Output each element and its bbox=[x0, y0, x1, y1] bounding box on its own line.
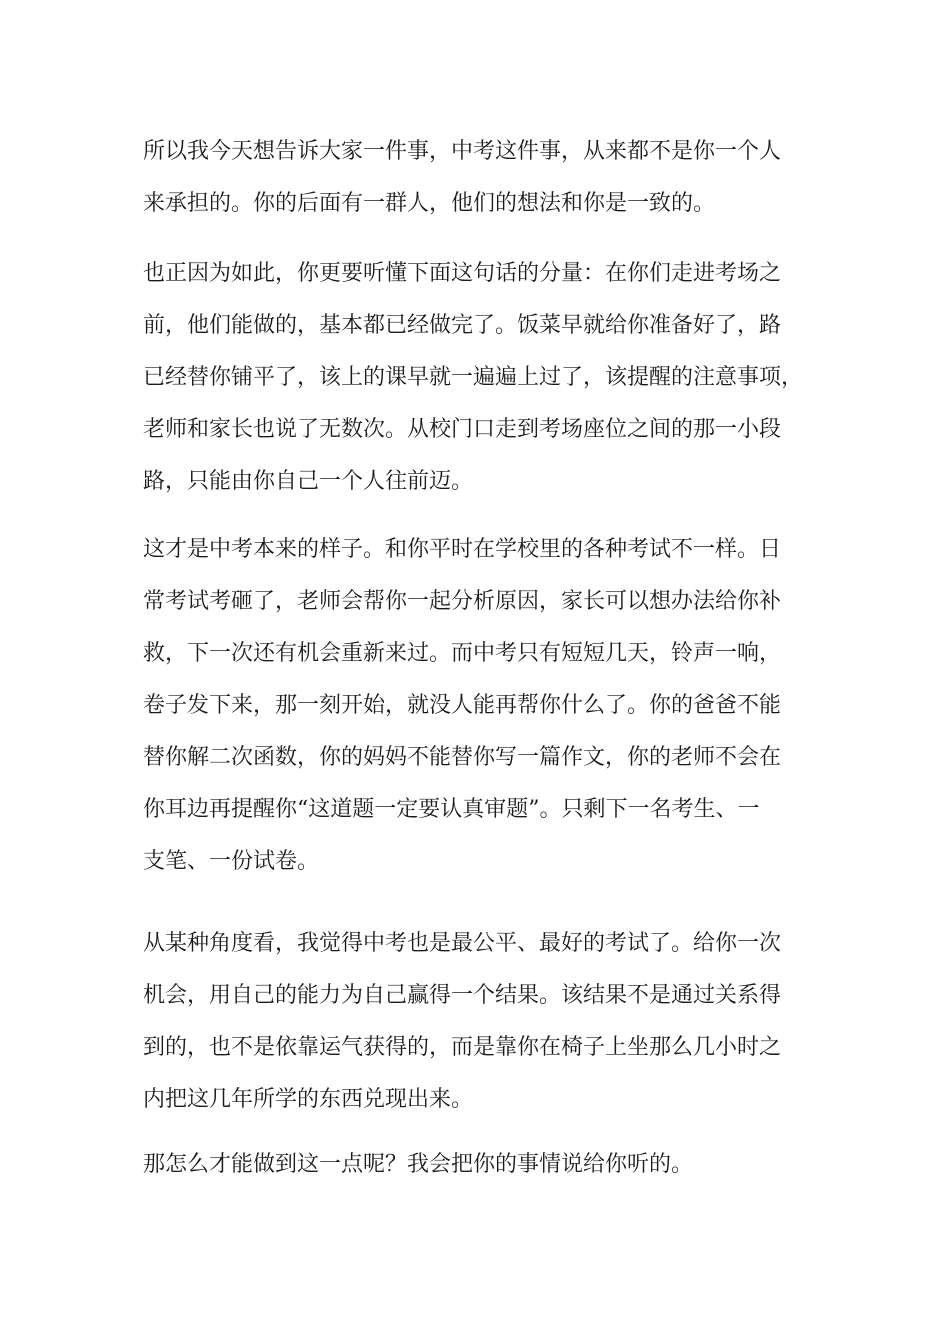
text-line: 常考试考砸了，老师会帮你一起分析原因，家长可以想办法给你补 bbox=[143, 589, 782, 614]
text-line: 老师和家长也说了无数次。从校门口走到考场座位之间的那一小段 bbox=[143, 417, 782, 442]
text-line: 所以我今天想告诉大家一件事，中考这件事，从来都不是你一个人 bbox=[143, 139, 782, 164]
paragraph-5 bbox=[143, 1139, 693, 1191]
text-line: 救，下一次还有机会重新来过。而中考只有短短几天，铃声一响， bbox=[143, 641, 782, 666]
text-line: 前，他们能做的，基本都已经做完了。饭菜早就给你准备好了，路 bbox=[143, 313, 782, 338]
paragraph-2 bbox=[143, 248, 803, 508]
text-line: 已经替你铺平了，该上的课早就一遍遍上过了，该提醒的注意事项， bbox=[143, 365, 804, 390]
text-line: 内把这几年所学的东西兑现出来。 bbox=[143, 1087, 474, 1112]
text-line: 你耳边再提醒你“这道题一定要认真审题”。只剩下一名考生、一 bbox=[143, 797, 760, 822]
text-line: 来承担的。你的后面有一群人，他们的想法和你是一致的。 bbox=[143, 191, 716, 216]
text-line: 也正因为如此，你更要听懂下面这句话的分量：在你们走进考场之 bbox=[143, 261, 782, 286]
text-line: 路，只能由你自己一个人往前迈。 bbox=[143, 469, 474, 494]
text-line: 到的，也不是依靠运气获得的，而是靠你在椅子上坐那么几小时之 bbox=[143, 1035, 782, 1060]
text-line: 这才是中考本来的样子。和你平时在学校里的各种考试不一样。日 bbox=[143, 537, 782, 562]
text-line: 那怎么才能做到这一点呢？我会把你的事情说给你听的。 bbox=[143, 1152, 694, 1177]
paragraph-4 bbox=[143, 918, 781, 1126]
text-line: 从某种角度看，我觉得中考也是最公平、最好的考试了。给你一次 bbox=[143, 931, 782, 956]
paragraph-1 bbox=[143, 126, 781, 230]
text-line: 支笔、一份试卷。 bbox=[143, 849, 320, 874]
text-line: 替你解二次函数，你的妈妈不能替你写一篇作文，你的老师不会在 bbox=[143, 745, 782, 770]
text-line: 机会，用自己的能力为自己赢得一个结果。该结果不是通过关系得 bbox=[143, 983, 782, 1008]
text-line: 卷子发下来，那一刻开始，就没人能再帮你什么了。你的爸爸不能 bbox=[143, 693, 782, 718]
paragraph-3 bbox=[143, 524, 781, 888]
